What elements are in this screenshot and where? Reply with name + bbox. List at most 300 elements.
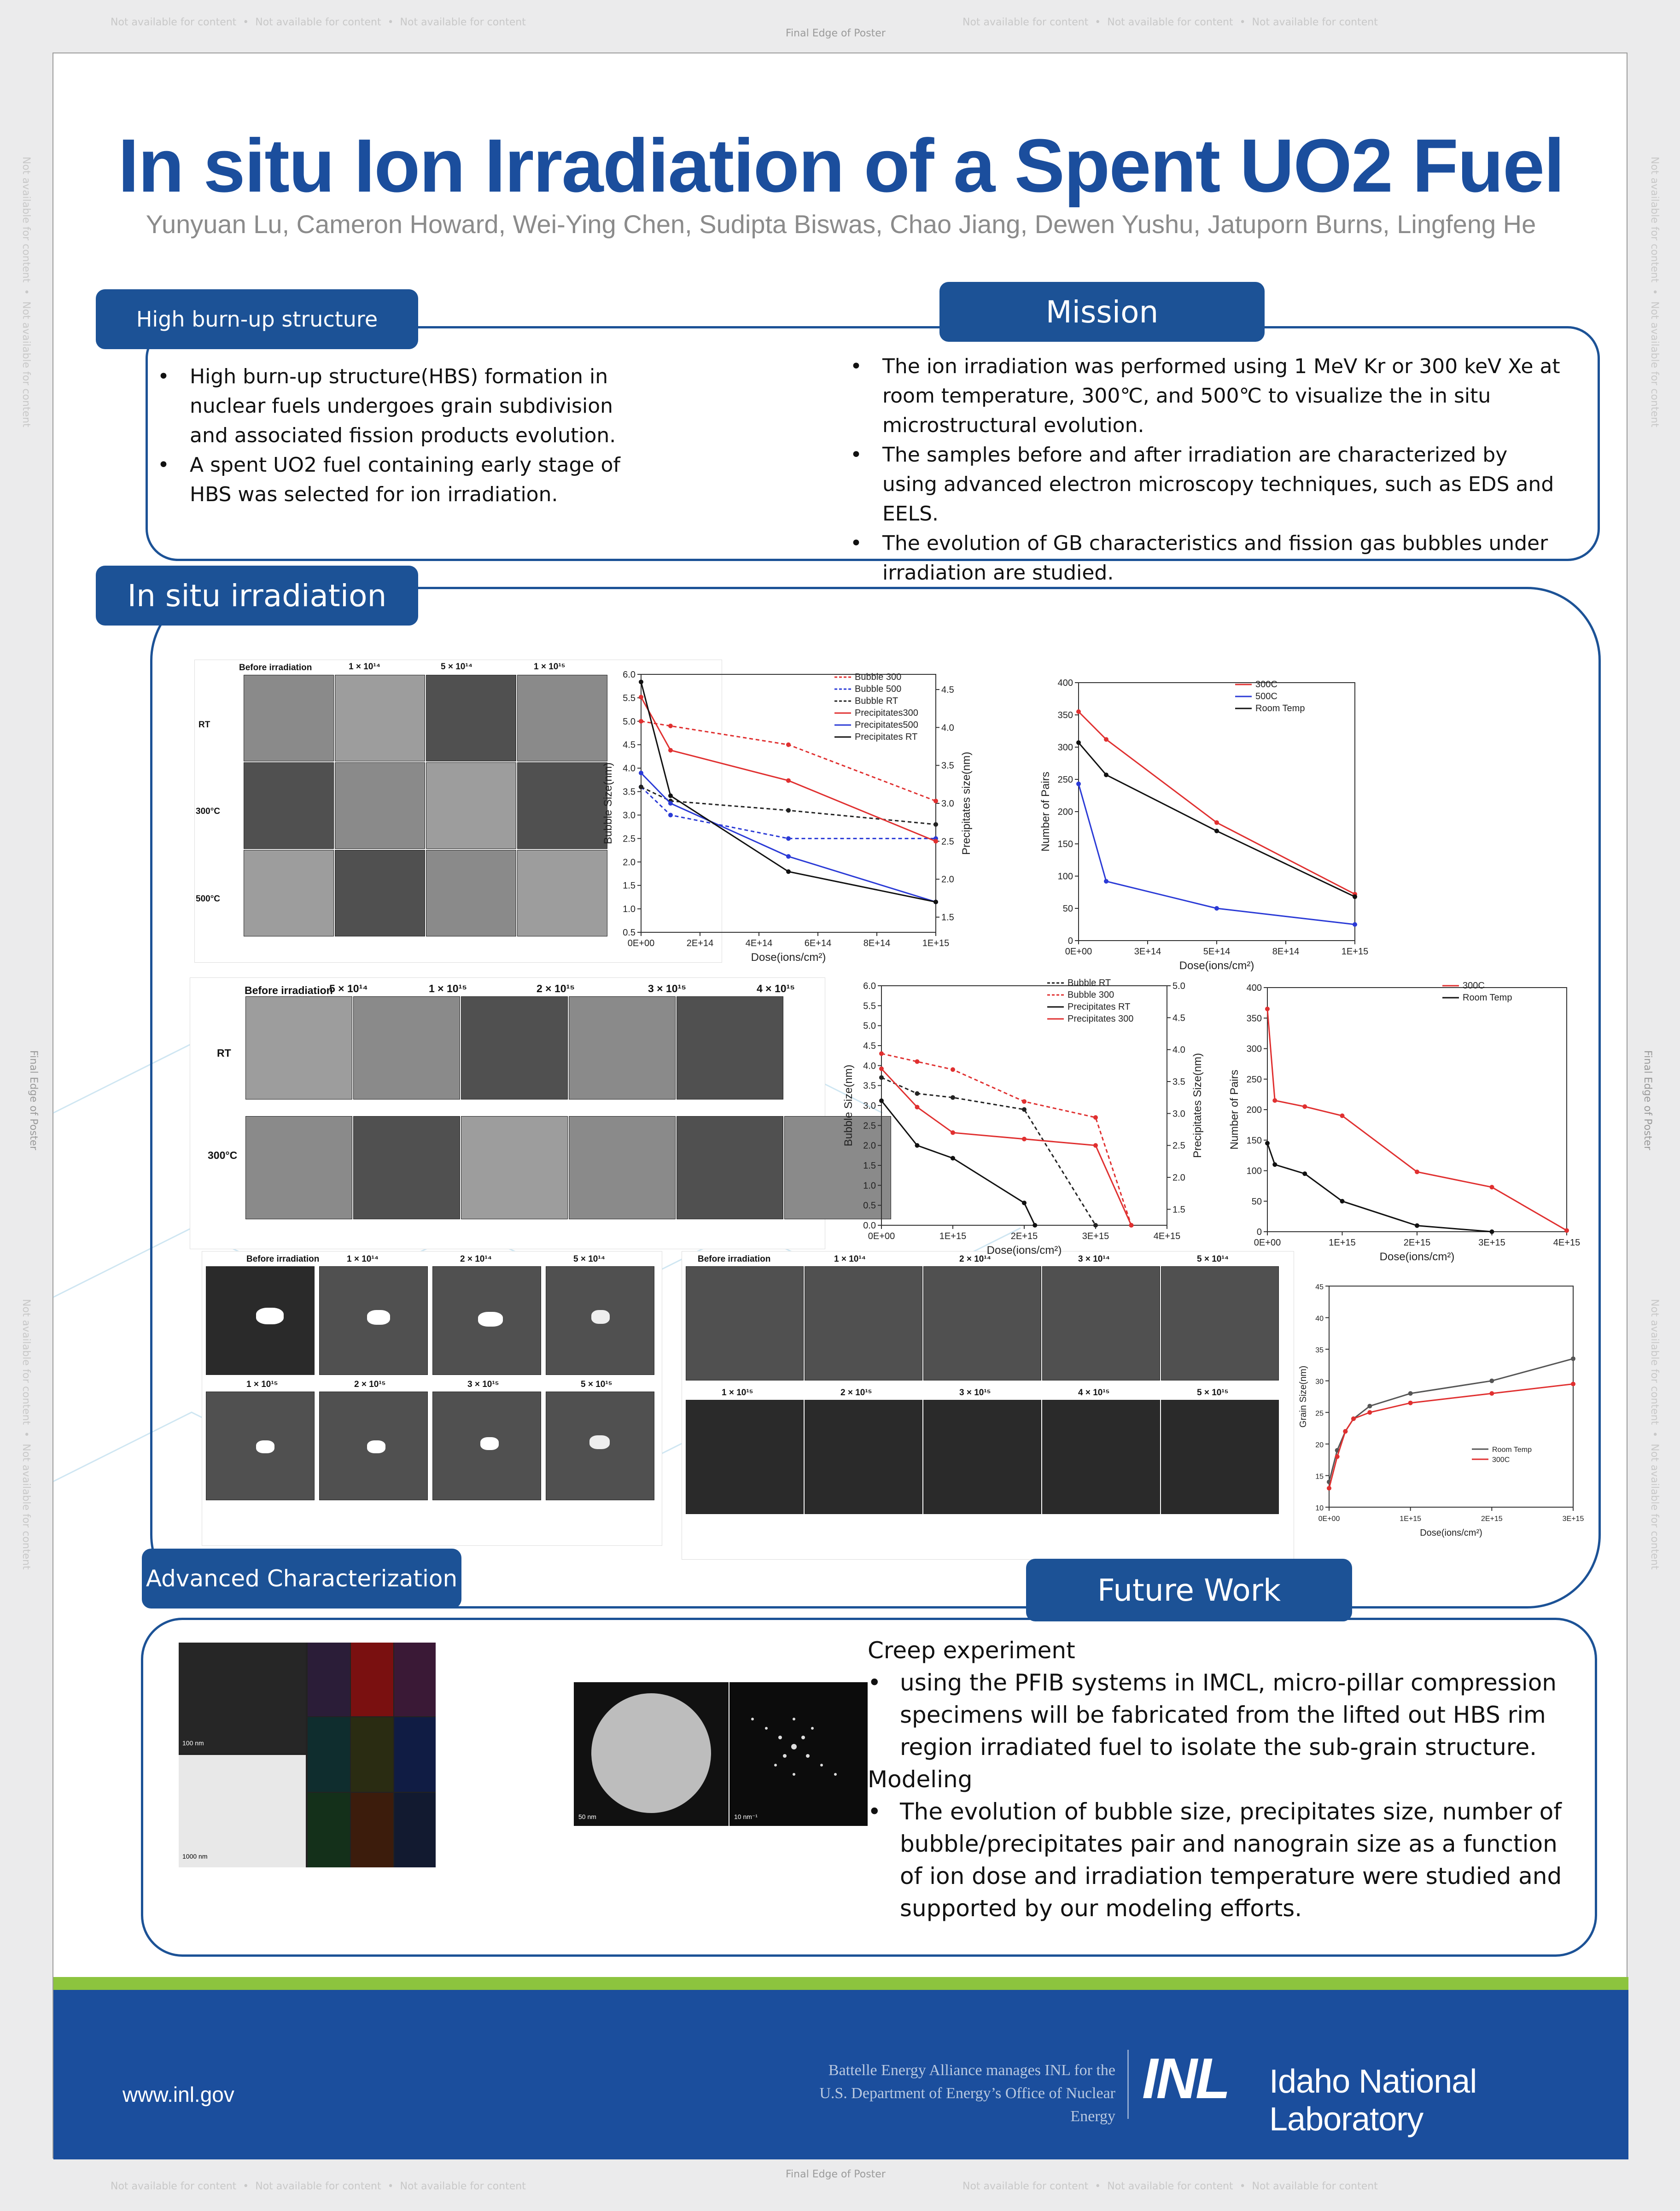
data-point: [1564, 1228, 1569, 1233]
tem-image: [517, 762, 607, 849]
data-point: [1022, 1099, 1027, 1104]
x-tick-label: 1E+15: [939, 1231, 967, 1241]
y-tick-label: 3.0: [623, 810, 636, 821]
series-line: [1079, 743, 1355, 897]
tem-image: [245, 1116, 352, 1219]
g4-label: 2 × 10¹⁵: [840, 1388, 872, 1398]
tem-image: [335, 850, 425, 936]
y-tick-label: 25: [1315, 1410, 1324, 1418]
y-tick-label: 350: [1246, 1013, 1262, 1024]
y-tick-label: 250: [1246, 1074, 1262, 1085]
inl-logo: INL: [1142, 2047, 1229, 2111]
series-line: [641, 787, 936, 838]
x-axis-label: Dose(ions/cm²): [1420, 1528, 1482, 1538]
tem-image: [461, 1116, 568, 1219]
y-tick-label: 350: [1057, 710, 1073, 720]
final-edge-top: Final Edge of Poster: [786, 28, 886, 39]
chart-bubble-precip-2: [842, 977, 1250, 1290]
y-tick-label: 5.5: [863, 1001, 876, 1012]
future-bullet: • using the PFIB systems in IMCL, micro-pillar compression specimens will be fabricated from the lifted out HBS rim region irradiated fuel to isolate the sub-grain structure.: [868, 1667, 1586, 1763]
x-tick-label: 2E+15: [1010, 1231, 1038, 1241]
g4-label: 3 × 10¹⁵: [959, 1388, 991, 1398]
x-tick-label: 2E+15: [1481, 1515, 1503, 1523]
x-tick-label: 4E+14: [745, 938, 773, 948]
y-tick-label: 0: [1068, 936, 1073, 946]
data-point: [1367, 1410, 1372, 1415]
tem-image: [569, 996, 676, 1100]
data-point: [668, 813, 673, 817]
y2-tick-label: 4.5: [1172, 1013, 1185, 1024]
y-tick-label: 35: [1315, 1346, 1324, 1355]
data-point: [1302, 1104, 1307, 1109]
x-tick-label: 4E+15: [1153, 1231, 1181, 1241]
tem-image: [546, 1266, 654, 1375]
y2-tick-label: 4.0: [1172, 1045, 1185, 1055]
data-point: [1351, 1416, 1356, 1421]
future-bullet: • The evolution of bubble size, precipitates size, number of bubble/precipitates pair and nanograin size as a function of ion dose and irradiation temperature were studied and supported by our modeling efforts.: [868, 1796, 1586, 1924]
tem-image: [245, 996, 352, 1100]
scale-bar-label: 50 nm: [578, 1813, 596, 1820]
y-axis-label: Number of Pairs: [1228, 1070, 1241, 1150]
data-point: [1272, 1162, 1277, 1167]
g3-label: 1 × 10¹⁴: [347, 1254, 379, 1264]
tem-image: [353, 996, 460, 1100]
series-line: [1267, 1009, 1567, 1230]
data-point: [1093, 1143, 1098, 1148]
tem-image: [319, 1392, 428, 1500]
data-point: [915, 1143, 920, 1148]
g2-row-label: 300°C: [208, 1149, 238, 1161]
data-point: [1302, 1171, 1307, 1176]
tem-image: [426, 675, 516, 761]
advanced-heading: Advanced Characterization: [142, 1549, 461, 1609]
data-point: [1093, 1223, 1098, 1228]
management-note: Battelle Energy Alliance manages INL for the U.S. Department of Energy’s Office of Nuclear Energy: [819, 2062, 1115, 2125]
mission-bullet: • The ion irradiation was performed using 1 MeV Kr or 300 keV Xe at room temperature, 300℃, and 500℃ to visualize the in situ microstructural evolution.: [850, 352, 1569, 440]
data-point: [1093, 1115, 1098, 1120]
tem-image: [461, 996, 568, 1100]
legend-entry: Precipitates300: [855, 708, 918, 718]
data-point: [1104, 737, 1108, 742]
tem-image: [353, 1116, 460, 1219]
legend-entry: Precipitates500: [855, 720, 918, 730]
legend-entry: Bubble 300: [1068, 990, 1114, 1000]
series-line: [881, 1077, 1096, 1225]
mission-bullet: • The evolution of GB characteristics and fission gas bubbles under irradiation are studied.: [850, 529, 1569, 588]
y-tick-label: 50: [1062, 904, 1073, 914]
insitu-heading: In situ irradiation: [96, 566, 418, 626]
y2-tick-label: 3.5: [941, 760, 954, 771]
data-point: [639, 695, 643, 699]
website-link[interactable]: www.inl.gov: [122, 2082, 234, 2106]
g1-col-label: 1 × 10¹⁴: [349, 662, 381, 672]
data-point: [1076, 782, 1081, 786]
legend-entry: Precipitates RT: [855, 732, 918, 742]
x-tick-label: 0E+00: [868, 1231, 895, 1241]
future-subheading: Modeling: [868, 1766, 973, 1793]
data-point: [1076, 709, 1081, 714]
data-point: [639, 719, 643, 724]
y-tick-label: 300: [1057, 743, 1073, 753]
y-tick-label: 15: [1315, 1473, 1324, 1481]
data-point: [1214, 820, 1219, 825]
author-list: Yunyuan Lu, Cameron Howard, Wei-Ying Chen, Sudipta Biswas, Chao Jiang, Dewen Yushu, Jatuporn Burns, Lingfeng He: [146, 210, 1536, 239]
data-point: [1272, 1098, 1277, 1103]
y-tick-label: 5.0: [623, 716, 636, 727]
data-point: [1327, 1486, 1331, 1491]
data-point: [915, 1059, 920, 1064]
tem-image: [206, 1392, 315, 1500]
x-tick-label: 2E+14: [686, 938, 714, 948]
y2-tick-label: 4.5: [941, 684, 954, 695]
y-tick-label: 400: [1246, 983, 1262, 993]
y-tick-label: 150: [1057, 839, 1073, 849]
y-tick-label: 150: [1246, 1135, 1262, 1146]
tem-image: [244, 762, 334, 849]
data-point: [668, 724, 673, 728]
g4-label: 3 × 10¹⁴: [1078, 1254, 1110, 1264]
data-point: [1214, 906, 1219, 911]
y-tick-label: 2.0: [623, 857, 636, 868]
g3-label: 5 × 10¹⁵: [581, 1380, 612, 1389]
y-tick-label: 200: [1057, 807, 1073, 817]
chart-pairs-1: [1032, 673, 1401, 991]
y-axis-label: Bubble Size(nm): [842, 1065, 855, 1146]
g4-label: 1 × 10¹⁵: [722, 1388, 753, 1398]
plot-frame: [1329, 1286, 1573, 1507]
y2-tick-label: 2.5: [1172, 1141, 1185, 1151]
x-tick-label: 1E+15: [922, 938, 950, 948]
x-tick-label: 0E+00: [627, 938, 655, 948]
footer: [53, 1990, 1628, 2159]
y-tick-label: 100: [1246, 1166, 1262, 1176]
tem-image: [432, 1266, 541, 1375]
data-point: [1265, 1141, 1270, 1146]
data-point: [1076, 740, 1081, 745]
series-line: [1329, 1359, 1573, 1482]
advanced-figure-diffraction: [729, 1682, 868, 1826]
data-point: [1367, 1404, 1372, 1409]
data-point: [933, 839, 938, 843]
legend-entry: Bubble 300: [855, 672, 902, 682]
data-point: [951, 1156, 955, 1160]
hbs-bullet: • High burn-up structure(HBS) formation in nuclear fuels undergoes grain subdivision and associated fission products evolution.: [158, 362, 646, 450]
legend-entry: 300C: [1255, 679, 1278, 690]
tem-image: [426, 850, 516, 936]
legend-entry: Bubble RT: [1068, 978, 1111, 988]
y-tick-label: 0: [1256, 1227, 1262, 1237]
data-point: [1415, 1223, 1419, 1228]
g2-col-label: 1 × 10¹⁵: [429, 983, 467, 994]
advanced-figure-particle: [574, 1682, 729, 1826]
data-point: [1022, 1200, 1027, 1205]
advanced-figure-haadf: [179, 1643, 436, 1867]
data-point: [933, 900, 938, 904]
margin-note-left-2: Not available for content • Not available for content: [20, 1299, 32, 1570]
scale-bar-label: 1000 nm: [182, 1853, 208, 1860]
y-axis-label: Grain Size(nm): [1298, 1365, 1308, 1428]
footer-divider: [1127, 2050, 1129, 2119]
g1-row-label: 300°C: [196, 807, 221, 816]
x-tick-label: 3E+15: [1082, 1231, 1109, 1241]
legend-entry: 300C: [1492, 1456, 1510, 1464]
mission-bullet: • The samples before and after irradiation are characterized by using advanced electron microscopy techniques, such as EDS and EELS.: [850, 440, 1569, 529]
legend-entry: Bubble RT: [855, 696, 898, 706]
y-tick-label: 1.5: [623, 881, 636, 891]
g4-label: 5 × 10¹⁴: [1197, 1254, 1229, 1264]
tem-image: [244, 675, 334, 761]
data-point: [1415, 1170, 1419, 1174]
g2-col-label: Before irradiation: [245, 984, 333, 996]
g1-col-label: 1 × 10¹⁵: [534, 662, 566, 672]
x-tick-label: 1E+15: [1400, 1515, 1422, 1523]
data-point: [668, 794, 673, 798]
y2-tick-label: 1.5: [941, 912, 954, 923]
y-tick-label: 200: [1246, 1105, 1262, 1115]
x-tick-label: 3E+14: [1134, 947, 1161, 957]
y2-tick-label: 4.0: [941, 723, 954, 733]
scale-bar-label: 100 nm: [182, 1739, 204, 1747]
tem-image: [677, 996, 783, 1100]
x-tick-label: 3E+15: [1562, 1515, 1584, 1523]
y-tick-label: 3.0: [863, 1101, 876, 1111]
hbs-bullet: • A spent UO2 fuel containing early stage of HBS was selected for ion irradiation.: [158, 450, 646, 509]
data-point: [951, 1130, 955, 1135]
x-axis-label: Dose(ions/cm²): [751, 951, 826, 964]
x-tick-label: 0E+00: [1318, 1515, 1340, 1523]
lab-name: Idaho National Laboratory: [1269, 2063, 1477, 2138]
x-tick-label: 4E+15: [1553, 1238, 1581, 1248]
future-heading: Future Work: [1026, 1559, 1352, 1621]
y-tick-label: 3.5: [623, 787, 636, 797]
y-tick-label: 5.0: [863, 1021, 876, 1031]
y-tick-label: 6.0: [863, 981, 876, 991]
g4-label: 4 × 10¹⁵: [1078, 1388, 1110, 1398]
y-tick-label: 3.5: [863, 1081, 876, 1091]
legend-entry: Room Temp: [1255, 703, 1305, 714]
y2-tick-label: 2.5: [941, 836, 954, 847]
data-point: [639, 771, 643, 775]
x-tick-label: 8E+14: [863, 938, 891, 948]
tem-image: [686, 1266, 804, 1380]
tem-image: [432, 1392, 541, 1500]
final-edge-left: Final Edge of Poster: [28, 1050, 39, 1150]
series-line: [881, 1101, 1035, 1225]
data-point: [786, 836, 791, 841]
x-tick-label: 0E+00: [1065, 947, 1092, 957]
data-point: [786, 869, 791, 874]
margin-note-right-1: Not available for content • Not available for content: [1649, 157, 1660, 427]
tem-image: [206, 1266, 315, 1375]
data-point: [915, 1091, 920, 1096]
tem-image: [335, 675, 425, 761]
poster-title: In situ Ion Irradiation of a Spent UO2 Fuel: [118, 123, 1564, 208]
x-tick-label: 5E+14: [1203, 947, 1231, 957]
y-tick-label: 300: [1246, 1044, 1262, 1054]
tem-image: [319, 1266, 428, 1375]
tem-image: [517, 675, 607, 761]
g1-row-label: 500°C: [196, 894, 221, 904]
tem-image: [244, 850, 334, 936]
data-point: [1022, 1107, 1027, 1112]
y2-tick-label: 2.0: [941, 874, 954, 885]
legend-entry: Precipitates 300: [1068, 1014, 1134, 1024]
data-point: [915, 1105, 920, 1109]
tem-image: [546, 1392, 654, 1500]
hbs-heading: High burn-up structure: [96, 289, 418, 349]
data-point: [1408, 1391, 1413, 1396]
data-point: [639, 784, 643, 789]
tem-image: [517, 850, 607, 936]
series-line: [881, 1053, 1132, 1225]
legend-entry: 300C: [1463, 981, 1485, 991]
g2-col-label: 4 × 10¹⁵: [757, 983, 795, 994]
series-line: [1329, 1384, 1573, 1488]
x-tick-label: 0E+00: [1254, 1238, 1281, 1248]
y-tick-label: 2.0: [863, 1141, 876, 1151]
x-tick-label: 6E+14: [804, 938, 832, 948]
data-point: [1340, 1113, 1345, 1118]
data-point: [1353, 922, 1357, 927]
g3-label: 1 × 10¹⁵: [246, 1380, 278, 1389]
data-point: [1490, 1185, 1494, 1189]
x-tick-label: 2E+15: [1403, 1238, 1431, 1248]
y-tick-label: 4.5: [863, 1041, 876, 1051]
margin-note-left-1: Not available for content • Not available for content: [20, 157, 32, 427]
chart-bubble-precip-1: [600, 661, 1005, 993]
y-tick-label: 10: [1315, 1504, 1324, 1512]
data-point: [879, 1051, 884, 1056]
data-point: [879, 1075, 884, 1080]
legend-entry: Room Temp: [1463, 993, 1512, 1003]
x-axis-label: Dose(ions/cm²): [1379, 1251, 1455, 1263]
future-text: [868, 1634, 1586, 1924]
g4-label: 5 × 10¹⁵: [1197, 1388, 1229, 1398]
tem-gallery-3: [202, 1251, 662, 1546]
scale-bar-label: 10 nm⁻¹: [734, 1813, 758, 1820]
data-point: [1022, 1137, 1027, 1141]
data-point: [1214, 829, 1219, 833]
y-tick-label: 45: [1315, 1283, 1324, 1291]
x-tick-label: 3E+15: [1478, 1238, 1505, 1248]
plot-frame: [1267, 988, 1567, 1232]
diffraction-pattern: [729, 1682, 868, 1826]
tem-image: [1161, 1400, 1279, 1514]
hbs-bullets: [158, 362, 646, 509]
data-point: [786, 854, 791, 859]
tem-image: [426, 762, 516, 849]
data-point: [1104, 879, 1108, 883]
y-axis-label: Bubble Size(nm): [602, 762, 614, 844]
data-point: [786, 743, 791, 747]
y-tick-label: 2.5: [623, 834, 636, 844]
x-axis-label: Dose(ions/cm²): [1179, 959, 1254, 972]
data-point: [1571, 1357, 1575, 1361]
series-line: [1079, 712, 1355, 894]
y-tick-label: 100: [1057, 872, 1073, 882]
mission-heading: Mission: [939, 282, 1265, 342]
data-point: [639, 679, 643, 684]
x-axis-label: Dose(ions/cm²): [986, 1244, 1062, 1257]
y-tick-label: 4.0: [863, 1061, 876, 1071]
data-point: [1490, 1229, 1494, 1234]
data-point: [1129, 1223, 1134, 1228]
chart-grain-size: [1297, 1272, 1601, 1549]
footer-stripe: [53, 1977, 1628, 1990]
y-tick-label: 250: [1057, 775, 1073, 785]
y-tick-label: 40: [1315, 1315, 1324, 1323]
final-edge-bottom: Final Edge of Poster: [786, 2169, 886, 2180]
y-tick-label: 0.5: [863, 1200, 876, 1211]
data-point: [668, 801, 673, 806]
g4-label: Before irradiation: [698, 1254, 771, 1264]
tem-image: [677, 1116, 783, 1219]
y-tick-label: 1.0: [863, 1181, 876, 1191]
data-point: [1340, 1199, 1345, 1204]
g3-label: 2 × 10¹⁵: [354, 1380, 386, 1389]
plot-frame: [1079, 683, 1355, 941]
y-tick-label: 4.5: [623, 740, 636, 750]
tem-gallery-2: [190, 977, 825, 1249]
legend-entry: Bubble 500: [855, 684, 902, 694]
y-tick-label: 0.5: [623, 928, 636, 938]
y2-tick-label: 2.0: [1172, 1173, 1185, 1183]
data-point: [951, 1067, 955, 1072]
tem-image: [1042, 1400, 1160, 1514]
data-point: [668, 748, 673, 753]
tem-gallery-4: [682, 1251, 1294, 1560]
margin-note-right-2: Not available for content • Not available for content: [1649, 1299, 1660, 1570]
g2-col-label: 3 × 10¹⁵: [648, 983, 687, 994]
legend-entry: Room Temp: [1492, 1446, 1532, 1454]
tem-image: [805, 1400, 922, 1514]
g4-label: 1 × 10¹⁴: [834, 1254, 866, 1264]
data-point: [1032, 1223, 1037, 1228]
data-point: [879, 1099, 884, 1103]
data-point: [1265, 1006, 1270, 1011]
y-tick-label: 1.0: [623, 904, 636, 915]
series-line: [1079, 784, 1355, 924]
data-point: [786, 778, 791, 783]
y2-tick-label: 1.5: [1172, 1205, 1185, 1215]
data-point: [879, 1066, 884, 1071]
g2-col-label: 2 × 10¹⁵: [537, 983, 575, 994]
y2-tick-label: 3.5: [1172, 1077, 1185, 1087]
data-point: [933, 799, 938, 803]
mission-bullets: [850, 352, 1569, 588]
y-tick-label: 50: [1251, 1196, 1262, 1207]
y2-axis-label: Precipitates Size(nm): [1191, 1053, 1204, 1158]
poster: [52, 53, 1628, 2158]
margin-note-top-right: Not available for content • Not available for content • Not available for content: [962, 17, 1378, 28]
data-point: [1104, 772, 1108, 777]
g1-col-label: Before irradiation: [239, 663, 312, 673]
data-point: [1343, 1429, 1348, 1433]
g3-label: 3 × 10¹⁵: [467, 1380, 499, 1389]
y2-tick-label: 3.0: [941, 799, 954, 809]
data-point: [1571, 1382, 1575, 1386]
g2-col-label: 5 × 10¹⁴: [329, 983, 368, 994]
data-point: [1353, 895, 1357, 899]
data-point: [786, 808, 791, 813]
g3-label: 5 × 10¹⁴: [573, 1254, 606, 1264]
g1-col-label: 5 × 10¹⁴: [441, 662, 473, 672]
g3-label: Before irradiation: [246, 1254, 320, 1264]
legend-entry: 500C: [1255, 691, 1278, 702]
x-tick-label: 8E+14: [1272, 947, 1300, 957]
data-point: [1335, 1454, 1340, 1459]
y-tick-label: 6.0: [623, 670, 636, 680]
